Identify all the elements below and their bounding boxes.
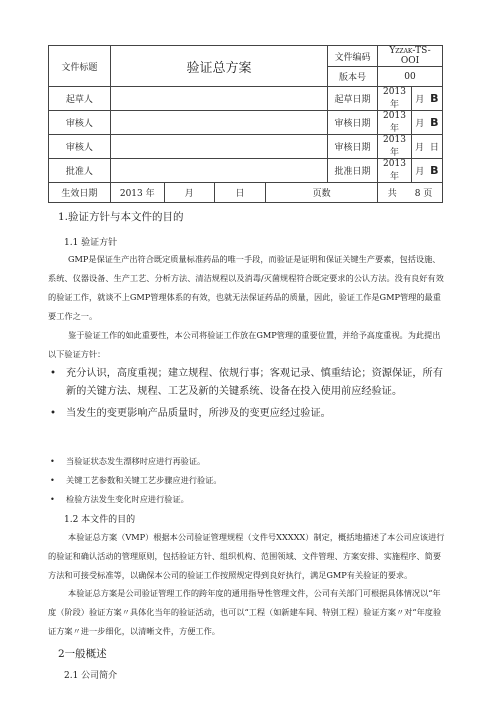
document-header-table <box>48 45 443 203</box>
approver-signature <box>110 159 327 183</box>
version-label: 版本号 <box>328 67 378 87</box>
review2-date-label: 审核日期 <box>328 135 378 159</box>
review1-date-month: 月 <box>415 119 425 129</box>
approve-date-month: 月 <box>415 167 425 177</box>
code-label: 文件编码 <box>328 46 378 67</box>
list-item: • 当发生的变更影响产品质量时，所涉及的变更应经过验证。 <box>48 405 446 423</box>
approve-date-year: 2013 年 <box>377 159 411 183</box>
drafter-label: 起草人 <box>49 87 111 111</box>
draft-date-year: 2013 年 <box>377 87 411 111</box>
title-label: 文件标题 <box>49 46 111 87</box>
draft-date-day: B <box>430 92 439 105</box>
section1-heading: 1.验证方针与本文件的目的 <box>58 211 184 223</box>
verification-importance-paragraph: 鉴于验证工作的如此重要性，本公司将验证工作放在GMP管理的重要位置，并给予高度重视。为此提出以下验证方针： <box>48 330 441 359</box>
section2-1-heading: 2.1 公司简介 <box>64 671 118 681</box>
effective-date-day: 日 <box>214 183 266 203</box>
approve-date-label: 批准日期 <box>328 159 378 183</box>
version-value: 00 <box>377 67 442 87</box>
policy-bullet-list-large <box>48 365 446 423</box>
review2-date-month: 月 <box>415 143 425 153</box>
draft-date-month: 月 <box>415 95 425 105</box>
reviewer2-signature <box>110 135 327 159</box>
review1-date-year: 2013 年 <box>377 111 411 135</box>
effective-date-label: 生效日期 <box>49 183 111 203</box>
policy-bullet-list-small <box>48 452 446 509</box>
list-item: • 充分认识，高度重视；建立规程、依规行事；客观记录、慎重结论；资源保证，所有新的关键方法、规程、工艺及新的关键系统、设备在投入使用前应经验证。 <box>48 365 446 401</box>
review1-date-label: 审核日期 <box>328 111 378 135</box>
list-item: • 检验方法发生变化时应进行验证。 <box>48 490 446 509</box>
section1-2-heading: 1.2 本文件的目的 <box>64 515 136 525</box>
drafter-signature <box>110 87 327 111</box>
pages-value: 共 8 页 <box>377 183 442 203</box>
list-item: • 当验证状态发生漂移时应进行再验证。 <box>48 452 446 471</box>
review2-date-year: 2013 年 <box>377 135 411 159</box>
draft-date-label: 起草日期 <box>328 87 378 111</box>
code-value: Yzzak-TS-OOI <box>377 46 442 67</box>
approve-date-day: B <box>430 164 439 177</box>
pages-label: 页数 <box>266 183 378 203</box>
review2-date-day: 日 <box>429 143 439 153</box>
reviewer1-label: 审核人 <box>49 111 111 135</box>
list-item: • 关键工艺参数和关键工艺步骤应进行验证。 <box>48 471 446 490</box>
review1-date-day: B <box>430 116 439 129</box>
effective-date-month: 月 <box>164 183 214 203</box>
vmp-scope-paragraph: 本验证总方案是公司验证管理工作的跨年度的通用指导性管理文件，公司有关部门可根据具体情况以“年度（阶段）验证方案〃具体化当年的验证活动，也可以“工程（如新建车间、特别工程）验证方案〃对“年度验证方案〃进一步细化，以清晰文件，方便工作。 <box>48 588 442 636</box>
document-purpose-paragraph: 本验证总方案（VMP）根据本公司验证管理规程（文件号XXXXX）制定，概括地描述了本公司应该进行的验证和确认活动的管理原则，包括验证方针、组织机构、范围领域、文件管理、方案安排、实施程序、简要方法和可接受标准等，以确保本公司的验证工作按照规定得到良好执行，满足GMP有关验证的要求。 <box>48 532 445 580</box>
reviewer2-label: 审核人 <box>49 135 111 159</box>
approver-label: 批准人 <box>49 159 111 183</box>
section1-1-heading: 1.1 验证方针 <box>64 238 118 248</box>
effective-date-year: 2013 年 <box>110 183 164 203</box>
section2-heading: 2一般概述 <box>58 648 107 660</box>
reviewer1-signature <box>110 111 327 135</box>
verification-policy-paragraph: GMP是保证生产出符合既定质量标准药品的唯一手段，而验证是证明和保证关键生产要素，包括设施、系统、仪器设备、生产工艺、分析方法、清洁规程以及消毒/灭菌规程符合既定要求的公认方法。没有良好有效的验证工作，就谈不上GMP管理体系的有效，也就无法保证药品的质量，因此，验证工作是GMP管理的最重要工作之一。 <box>48 254 444 321</box>
title-value: 验证总方案 <box>110 46 327 87</box>
